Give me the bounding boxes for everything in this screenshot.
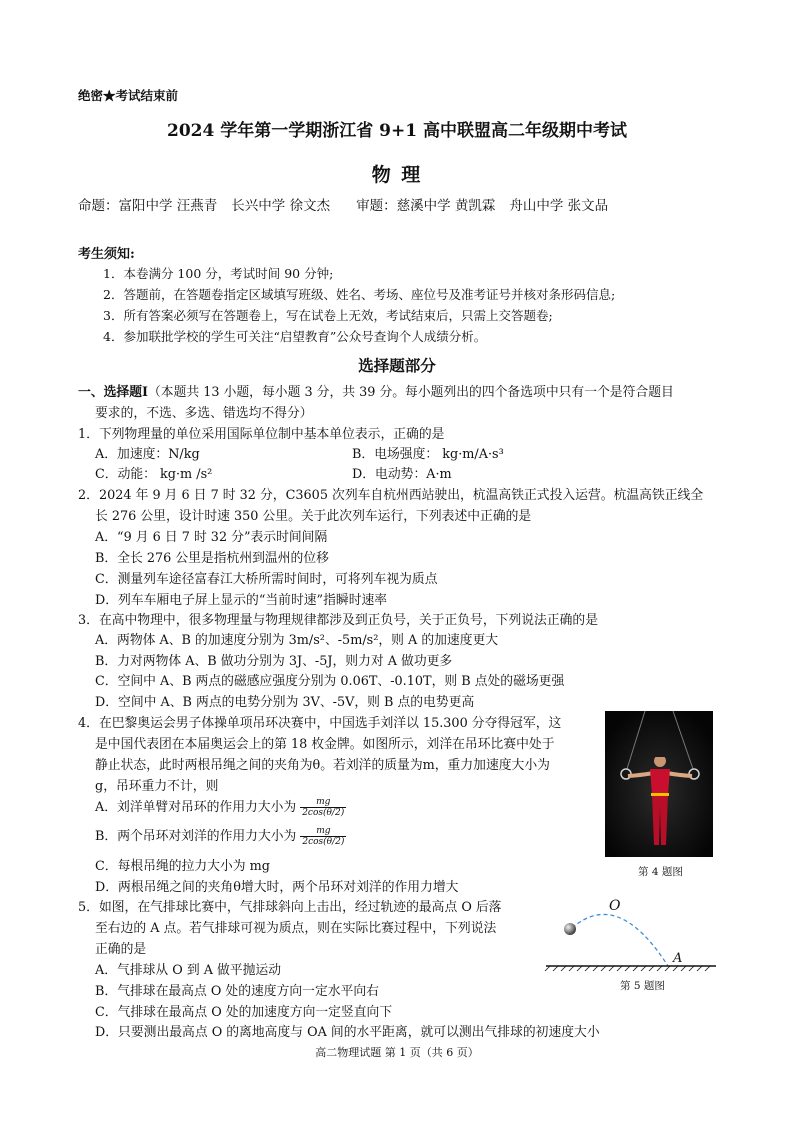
q3-option-a: A．两物体 A、B 的加速度分别为 3m/s²、-5m/s²，则 A 的加速度更大 [95, 633, 499, 648]
volleyball-trajectory-figure [540, 890, 720, 972]
q4-option-a [95, 796, 346, 818]
notice-item: 4．参加联批学校的学生可关注“启望教育”公众号查询个人成绩分析。 [103, 329, 487, 344]
point-o-label: O [609, 898, 621, 914]
q4-option-b [95, 825, 346, 847]
part-instructions [78, 381, 674, 400]
notice-heading: 考生须知: [78, 247, 135, 262]
q5-option-c: C．气排球在最高点 O 处的加速度方向一定竖直向下 [95, 1005, 393, 1020]
q4-stem-cont: g，吊环重力不计，则 [95, 779, 219, 794]
q4-fraction [300, 826, 346, 847]
part-desc-cont: 要求的，不选、多选、错选均不得分） [95, 406, 313, 421]
q4-option-a-text: A．刘洋单臂对吊环的作用力大小为 [95, 800, 297, 815]
q1-option-b: B．电场强度： kg·m/A·s³ [352, 447, 504, 462]
q2-option-d: D．列车车厢电子屏上显示的“当前时速”指瞬时速率 [95, 593, 388, 608]
fraction-denominator: 2cos(θ/2) [302, 808, 345, 818]
q5-option-a: A．气排球从 O 到 A 做平抛运动 [95, 963, 282, 978]
notice-item: 3．所有答案必须写在答题卷上，写在试卷上无效，考试结束后，只需上交答题卷; [103, 308, 553, 323]
reviewer-1: 审题：慈溪中学 黄凯霖 [356, 198, 496, 214]
author-2: 长兴中学 徐文杰 [231, 198, 331, 214]
q3-stem: 3．在高中物理中，很多物理量与物理规律都涉及到正负号，关于正负号，下列说法正确的是 [78, 613, 599, 628]
q4-option-b-text: B．两个吊环对刘洋的作用力大小为 [95, 829, 297, 844]
exam-title: 2024 学年第一学期浙江省 9+1 高中联盟高二年级期中考试 [167, 121, 627, 141]
ball-icon [564, 923, 576, 935]
q1-stem: 1．下列物理量的单位采用国际单位制中基本单位表示，正确的是 [78, 427, 445, 442]
gymnast-photo [605, 711, 713, 857]
author-1: 命题：富阳中学 汪燕青 [78, 198, 218, 214]
fraction-denominator: 2cos(θ/2) [302, 837, 345, 847]
q2-option-b: B．全长 276 公里是指杭州到温州的位移 [95, 551, 329, 566]
q4-option-c: C．每根吊绳的拉力大小为 mg [95, 859, 270, 874]
q2-option-a: A．“9 月 6 日 7 时 32 分”表示时间间隔 [95, 530, 328, 545]
q3-option-b: B．力对两物体 A、B 做功分别为 3J、-5J，则力对 A 做功更多 [95, 654, 453, 669]
q5-caption: 第 5 题图 [620, 980, 665, 992]
confidential-mark: 绝密★考试结束前 [78, 88, 179, 103]
q5-option-d: D．只要测出最高点 O 的离地高度与 OA 间的水平距离，就可以测出气排球的初速度大小 [95, 1025, 600, 1040]
q2-stem-cont: 长 276 公里，设计时速 350 公里。关于此次列车运行，下列表述中正确的是 [95, 509, 532, 524]
q1-option-a: A．加速度：N/kg [95, 447, 200, 462]
q1-option-d: D．电动势：A·m [352, 467, 452, 482]
notice-item: 2．答题前，在答题卷指定区域填写班级、姓名、考场、座位号及准考证号并核对条形码信息; [103, 287, 616, 302]
q4-option-d: D．两根吊绳之间的夹角θ增大时，两个吊环对刘洋的作用力增大 [95, 880, 459, 895]
q5-stem-cont: 至右边的 A 点。若气排球可视为质点，则在实际比赛过程中，下列说法 [95, 921, 497, 936]
gymnast-illustration [605, 711, 713, 857]
q4-stem-cont: 是中国代表团在本届奥运会上的第 18 枚金牌。如图所示，刘洋在吊环比赛中处于 [95, 737, 555, 752]
part-label: 一、选择题Ⅰ [78, 385, 148, 400]
point-a-label: A [673, 951, 683, 966]
subject-title: 物 理 [371, 164, 423, 186]
reviewer-2: 舟山中学 张文品 [509, 198, 609, 214]
page-footer: 高二物理试题 第 1 页（共 6 页） [315, 1046, 479, 1059]
q2-option-c: C．测量列车途径富春江大桥所需时间时，可将列车视为质点 [95, 572, 438, 587]
q5-stem-cont: 正确的是 [95, 942, 147, 957]
part-desc: （本题共 13 小题，每小题 3 分，共 39 分。每小题列出的四个备选项中只有一个是符合题目 [147, 385, 674, 400]
fraction-numerator: mg [300, 826, 346, 837]
trajectory-curve [572, 914, 668, 966]
q5-option-b: B．气排球在最高点 O 处的速度方向一定水平向右 [95, 984, 379, 999]
section-title: 选择题部分 [358, 356, 436, 375]
q3-option-d: D．空间中 A、B 两点的电势分别为 3V、-5V，则 B 点的电势更高 [95, 695, 475, 710]
notice-item: 1．本卷满分 100 分，考试时间 90 分钟; [103, 266, 334, 281]
q5-stem: 5．如图，在气排球比赛中，气排球斜向上击出，经过轨迹的最高点 O 后落 [78, 900, 502, 915]
q4-caption: 第 4 题图 [638, 866, 683, 878]
q4-stem: 4．在巴黎奥运会男子体操单项吊环决赛中，中国选手刘洋以 15.300 分夺得冠军，这 [78, 716, 562, 731]
q3-option-c: C．空间中 A、B 两点的磁感应强度分别为 0.06T、-0.10T，则 B 点处的磁场更强 [95, 674, 565, 689]
fraction-numerator: mg [300, 797, 346, 808]
q1-option-c: C．动能： kg·m /s² [95, 467, 213, 482]
authors-line [78, 194, 622, 214]
q2-stem: 2．2024 年 9 月 6 日 7 时 32 分，C3605 次列车自杭州西站驶出，杭温高铁正式投入运营。杭温高铁正线全 [78, 488, 704, 503]
ground-hatching [545, 966, 710, 971]
q4-fraction [300, 797, 346, 818]
q4-stem-cont: 静止状态，此时两根吊绳之间的夹角为θ。若刘洋的质量为m，重力加速度大小为 [95, 758, 550, 773]
